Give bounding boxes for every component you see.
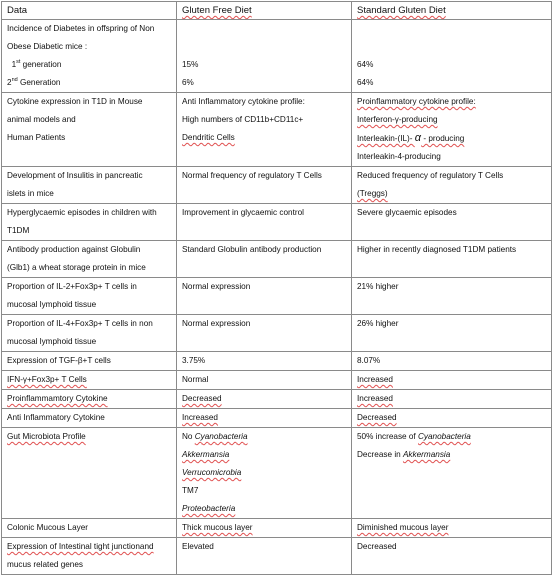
standard-gluten-cell: Increased [352, 390, 552, 409]
gluten-free-cell: Thick mucous layer [177, 519, 352, 538]
data-cell: Cytokine expression in T1D in Mouse animal models and Human Patients [2, 93, 177, 167]
gluten-free-cell: Improvement in glycaemic control [177, 204, 352, 241]
table-row [2, 352, 552, 371]
table-row [2, 167, 552, 204]
gluten-free-cell: Elevated [177, 538, 352, 575]
header-data: Data [2, 2, 177, 20]
table-row [2, 390, 552, 409]
standard-gluten-cell: Decreased [352, 538, 552, 575]
table-header-row [2, 2, 552, 20]
gluten-free-cell: No Cyanobacteria Akkermansia Verrucomicrobia TM7 Proteobacteria [177, 428, 352, 519]
gluten-free-cell: 15% 6% [177, 20, 352, 93]
standard-gluten-cell: Increased [352, 371, 552, 390]
data-cell: IFN-γ+Fox3p+ T Cells [2, 371, 177, 390]
table-row [2, 371, 552, 390]
data-cell: Proportion of IL-2+Fox3p+ T cells in mucosal lymphoid tissue [2, 278, 177, 315]
standard-gluten-cell: Proinflammatory cytokine profile: Interferon-γ-producing Interleakin-(IL)- α - producing Interleakin-4-producing [352, 93, 552, 167]
table-row [2, 204, 552, 241]
data-cell: Anti Inflammatory Cytokine [2, 409, 177, 428]
data-cell: Antibody production against Globulin (Glb1) a wheat storage protein in mice [2, 241, 177, 278]
standard-gluten-cell: 50% increase of Cyanobacteria Decrease in Akkermansia [352, 428, 552, 519]
table-row [2, 93, 552, 167]
standard-gluten-cell: 26% higher [352, 315, 552, 352]
standard-gluten-cell: 21% higher [352, 278, 552, 315]
data-cell: Incidence of Diabetes in offspring of Non Obese Diabetic mice : 1st generation 2nd Generation [2, 20, 177, 93]
header-gluten-free-diet: Gluten Free Diet [177, 2, 352, 20]
standard-gluten-cell: Higher in recently diagnosed T1DM patients [352, 241, 552, 278]
standard-gluten-cell: Diminished mucous layer [352, 519, 552, 538]
table-row [2, 315, 552, 352]
gluten-free-cell: Normal frequency of regulatory T Cells [177, 167, 352, 204]
table-row [2, 428, 552, 519]
header-standard-gluten-diet: Standard Gluten Diet [352, 2, 552, 20]
standard-gluten-cell: Decreased [352, 409, 552, 428]
gluten-free-cell: Normal [177, 371, 352, 390]
data-cell: Expression of Intestinal tight junctionand mucus related genes [2, 538, 177, 575]
table-row [2, 278, 552, 315]
table-row [2, 20, 552, 93]
gluten-free-cell: Normal expression [177, 278, 352, 315]
data-cell: Development of Insulitis in pancreatic islets in mice [2, 167, 177, 204]
gluten-free-cell: 3.75% [177, 352, 352, 371]
standard-gluten-cell: 8.07% [352, 352, 552, 371]
gluten-free-cell: Decreased [177, 390, 352, 409]
data-cell: Gut Microbiota Profile [2, 428, 177, 519]
diet-comparison-table [1, 1, 552, 575]
data-cell: Expression of TGF-β+T cells [2, 352, 177, 371]
gluten-free-cell: Increased [177, 409, 352, 428]
standard-gluten-cell: Severe glycaemic episodes [352, 204, 552, 241]
table-row [2, 519, 552, 538]
standard-gluten-cell: 64% 64% [352, 20, 552, 93]
gluten-free-cell: Anti Inflammatory cytokine profile: High numbers of CD11b+CD11c+ Dendritic Cells [177, 93, 352, 167]
gluten-free-cell: Standard Globulin antibody production [177, 241, 352, 278]
data-cell: Proinflammamtory Cytokine [2, 390, 177, 409]
data-cell: Hyperglycaemic episodes in children with T1DM [2, 204, 177, 241]
standard-gluten-cell: Reduced frequency of regulatory T Cells (Treggs) [352, 167, 552, 204]
data-cell: Colonic Mucous Layer [2, 519, 177, 538]
table-row [2, 241, 552, 278]
table-row [2, 409, 552, 428]
gluten-free-cell: Normal expression [177, 315, 352, 352]
data-cell: Proportion of IL-4+Fox3p+ T cells in non mucosal lymphoid tissue [2, 315, 177, 352]
